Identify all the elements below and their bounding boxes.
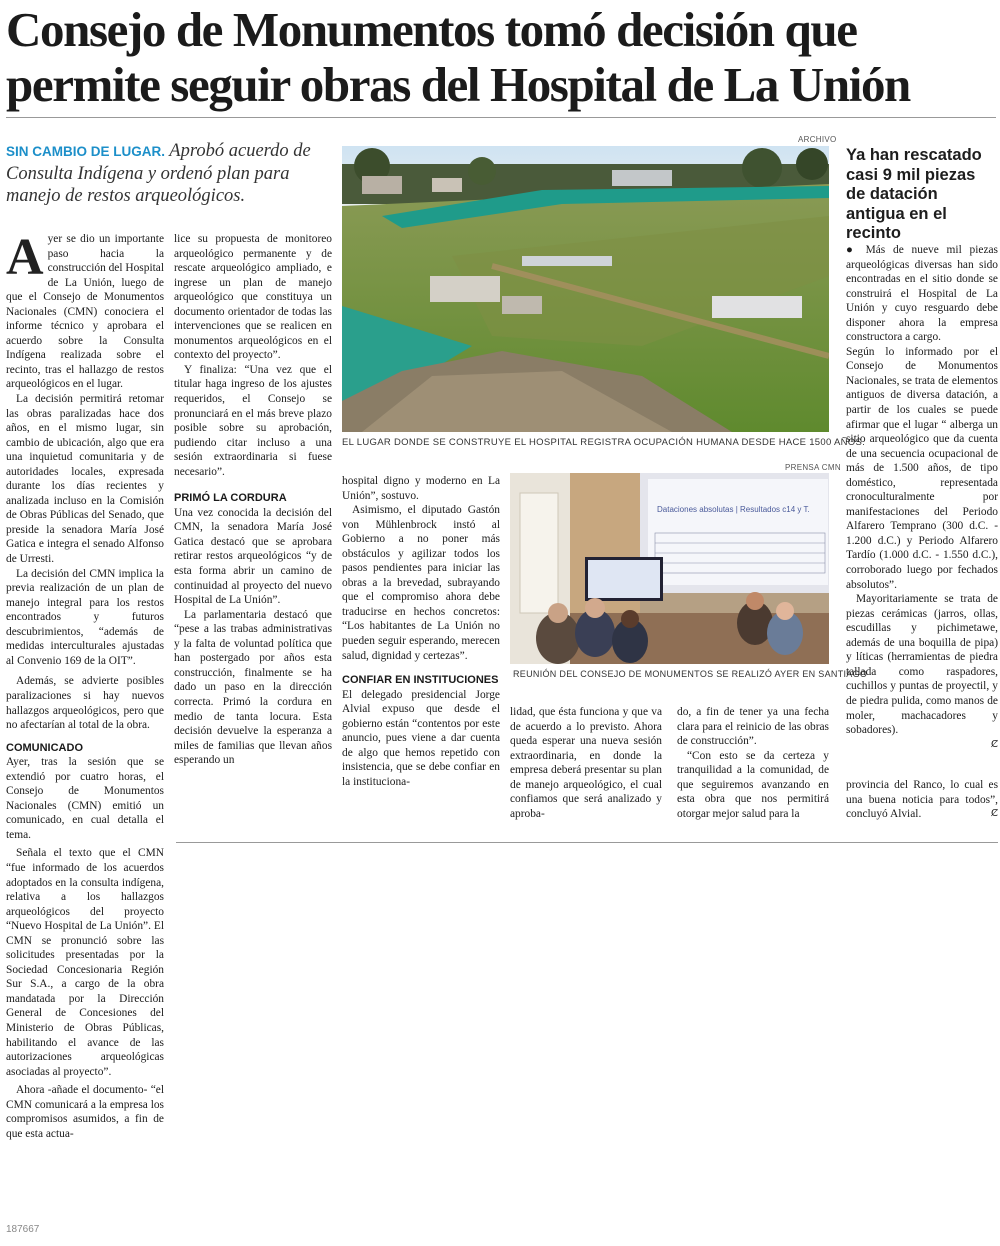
article-tail — [846, 778, 998, 822]
paragraph: Además, se advierte posibles paralizaciones si hay nuevos hallazgos arqueológicos, pero que no afectarían al total de la obra. — [6, 675, 164, 732]
sidebar-title: Ya han rescatado casi 9 mil piezas de datación antigua en el recinto — [846, 146, 982, 242]
paragraph: lice su propuesta de monitoreo arqueológico permanente y de rescate arqueológico ampliado, e ingrese un plan de manejo arqueológico que constituya un documento orientador de todas las intervenciones que se realicen en monumentos arqueológicos en el contexto del proyecto”. — [174, 233, 332, 362]
paragraph: La decisión permitirá retomar las obras paralizadas hace dos años, en el mismo lugar, sin cambio de ubicación, algo que era una inquietud comunitaria y de autoridades locales, expresada durante los días recientes y analizada incluso en la Comisión de Obras Públicas del Senado, que preside la senadora María José Gatica e integra el senado Alfonso de Urresti. — [6, 393, 164, 566]
drop-cap: A — [6, 229, 44, 286]
article-col-2 — [174, 232, 332, 768]
article-col-4 — [510, 705, 662, 821]
bottom-rule — [176, 842, 998, 843]
end-mark-icon: Ȼ — [991, 808, 998, 820]
paragraph: Mayoritariamente se trata de piezas cerámicas (jarros, ollas, escudillas y pichimetawe, además de una boquilla de pipa) y líticas (herramientas de piedra tallada como raspadores, cuchillos y puntas de proyectil, y de piedra pulida, como manos de moler, machacadores y sobadores). — [846, 593, 998, 737]
paragraph: “Con esto se da certeza y tranquilidad a la comunidad, de que seguiremos avanzando en esta obra que nos permitirá otorgar mejor salud para la — [677, 749, 829, 820]
paragraph: La parlamentaria destacó que “pese a las trabas administrativas y la falta de voluntad política que han postergado por años esta construcción, finalmente se ha dado un paso en la dirección correcta. Primó la cordura en medio de tanta locura. Esta decisión devuelve la esperanza a miles de familias que llevan años esperando un — [174, 608, 332, 767]
paragraph: hospital digno y moderno en La Unión”, sostuvo. — [342, 475, 500, 502]
section-heading: COMUNICADO — [6, 741, 83, 754]
paragraph: La decisión del CMN implica la previa realización de un plan de manejo integral para los restos encontrados y futuros descubrimientos, “además de medidas interculturales ajustadas al Convenio 169 de la OIT”. — [6, 567, 164, 667]
sidebar-body — [846, 243, 998, 752]
page-code: 187667 — [6, 1224, 40, 1235]
meeting-photo-illustration — [510, 473, 829, 664]
photo2-credit: PRENSA CMN — [785, 463, 841, 472]
kicker-text: Aprobó acuerdo de Consulta Indígena y ordenó plan para manejo de restos arqueológicos. — [6, 141, 311, 206]
headline-rule — [6, 117, 996, 118]
photo1-credit: ARCHIVO — [798, 135, 837, 144]
paragraph: Ahora -añade el documento- “el CMN comunicará a la empresa los compromisos asumidos, a fin de que esta actua- — [6, 1084, 164, 1140]
section-heading: CONFIAR EN INSTITUCIONES — [342, 674, 499, 687]
paragraph: lidad, que ésta funciona y que va de acuerdo a lo previsto. Ahora queda esperar una nueva sesión extraordinaria, en donde la empresa deberá presentar su plan de manejo arqueológico, el cual confiamos que será analizado y aproba- — [510, 706, 662, 820]
paragraph: El delegado presidencial Jorge Alvial expuso que desde el gobierno están “contentos por este anuncio, pues viene a dar cuenta de algo que hemos repetido con insistencia, que se debe confiar en la instituciona- — [342, 688, 500, 788]
council-meeting-photo: Dataciones absolutas | Resultados c14 y T. — [510, 473, 829, 664]
paragraph: Asimismo, el diputado Gastón von Mühlenbrock instó al Gobierno a no poner más obstáculos y agilizar todos los pasos pendientes para iniciar las obras a la brevedad, subrayando que el compromiso ahora debe traducirse en hechos concretos: “Los habitantes de La Unión no pueden seguir esperando, merecen salud, dignidad y certezas”. — [342, 504, 500, 662]
paragraph: Una vez conocida la decisión del CMN, la senadora María José Gatica destacó que se aprobara retirar restos arqueológicos “y de esta forma abrir un camino de continuidad al proyecto del nuevo Hospital de La Unión”. — [174, 506, 332, 607]
photo1-caption: EL LUGAR DONDE SE CONSTRUYE EL HOSPITAL REGISTRA OCUPACIÓN HUMANA DESDE HACE 1500 AÑOS. — [342, 437, 866, 448]
paragraph: Ayer se dio un importante paso hacia la construcción del Hospital de La Unión, luego de que el Consejo de Monumentos Nacionales (CMN) conociera el informe técnico y aprobara el acuerdo sobre la Consulta Indígena realizada sobre el recinto, tras el hallazgo de restos arqueológicos en el lugar. — [6, 229, 164, 391]
article-col-1 — [6, 229, 164, 1141]
paragraph: ● Más de nueve mil piezas arqueológicas diversas han sido encontradas en el sitio donde se construirá el Hospital de La Unión y cuyo resguardo debe disponer ahora la empresa constructora a cargo. — [846, 244, 998, 344]
paragraph: Ayer, tras la sesión que se extendió por cuatro horas, el Consejo de Monumentos Nacionales (CMN) emitió un comunicado, en cual detalla el tema. — [6, 756, 164, 841]
article-col-5 — [677, 705, 829, 821]
paragraph: Señala el texto que el CMN “fue informado de los acuerdos adoptados en la consulta indígena, relativa a los hallazgos arqueológicos del proyecto “Nuevo Hospital de La Unión”. El CMN se pronunció sobre las solicitudes presentadas por la Sociedad Concesionaria Región Sur S.A., a cargo de la obra mandatada por la Dirección General de Concesiones del Ministerio de Obras Públicas, habilitando el avance de las autorizaciones arqueológicas asociadas al proyecto”. — [6, 847, 164, 1078]
paragraph: Según lo informado por el Consejo de Monumentos Nacionales, se trata de elementos antiguos de diversa datación, a partir de los cuales se puede afirmar que el lugar “ alberga un sitio arqueológico que da cuenta de una secuencia ocupacional de más de 1.500 años, de tipo doméstico, representada cronoculturalmente por manifestaciones del Periodo Alfarero Temprano (300 d.C. - 1.200 d.C.) y Periodo Alfarero Tardío (1.000 d.C. - 1.550 d.C.), corroborado luego por fechados absolutos”. — [846, 345, 998, 591]
screen-subtitle: Resultados c14 y T. — [740, 505, 810, 514]
paragraph: do, a fin de tener ya una fecha clara para el reinicio de las obras de construcción”. — [677, 706, 829, 748]
kicker — [6, 140, 334, 207]
screen-title: Dataciones absolutas — [657, 505, 734, 514]
end-mark-icon: Ȼ — [991, 738, 998, 750]
hospital-site-photo — [342, 146, 829, 432]
kicker-tag: SIN CAMBIO DE LUGAR. — [6, 144, 166, 159]
paragraph: provincia del Ranco, lo cual es una buena noticia para todos”, concluyó Alvial. Ȼ — [846, 779, 998, 821]
site-photo-illustration — [342, 146, 829, 432]
paragraph: Y finaliza: “Una vez que el titular haga ingreso de los ajustes requeridos, el Consejo se pronunciará en el más breve plazo posible sobre su aprobación, pudiendo citar incluso a una sesión extraordinaria si fuese necesario”. — [174, 363, 332, 478]
photo2-caption: REUNIÓN DEL CONSEJO DE MONUMENTOS SE REALIZÓ AYER EN SANTIAGO — [513, 669, 868, 679]
section-heading: PRIMÓ LA CORDURA — [174, 492, 287, 505]
headline: Consejo de Monumentos tomó decisión que permite seguir obras del Hospital de La Unión — [6, 2, 910, 112]
article-col-3 — [342, 474, 500, 789]
